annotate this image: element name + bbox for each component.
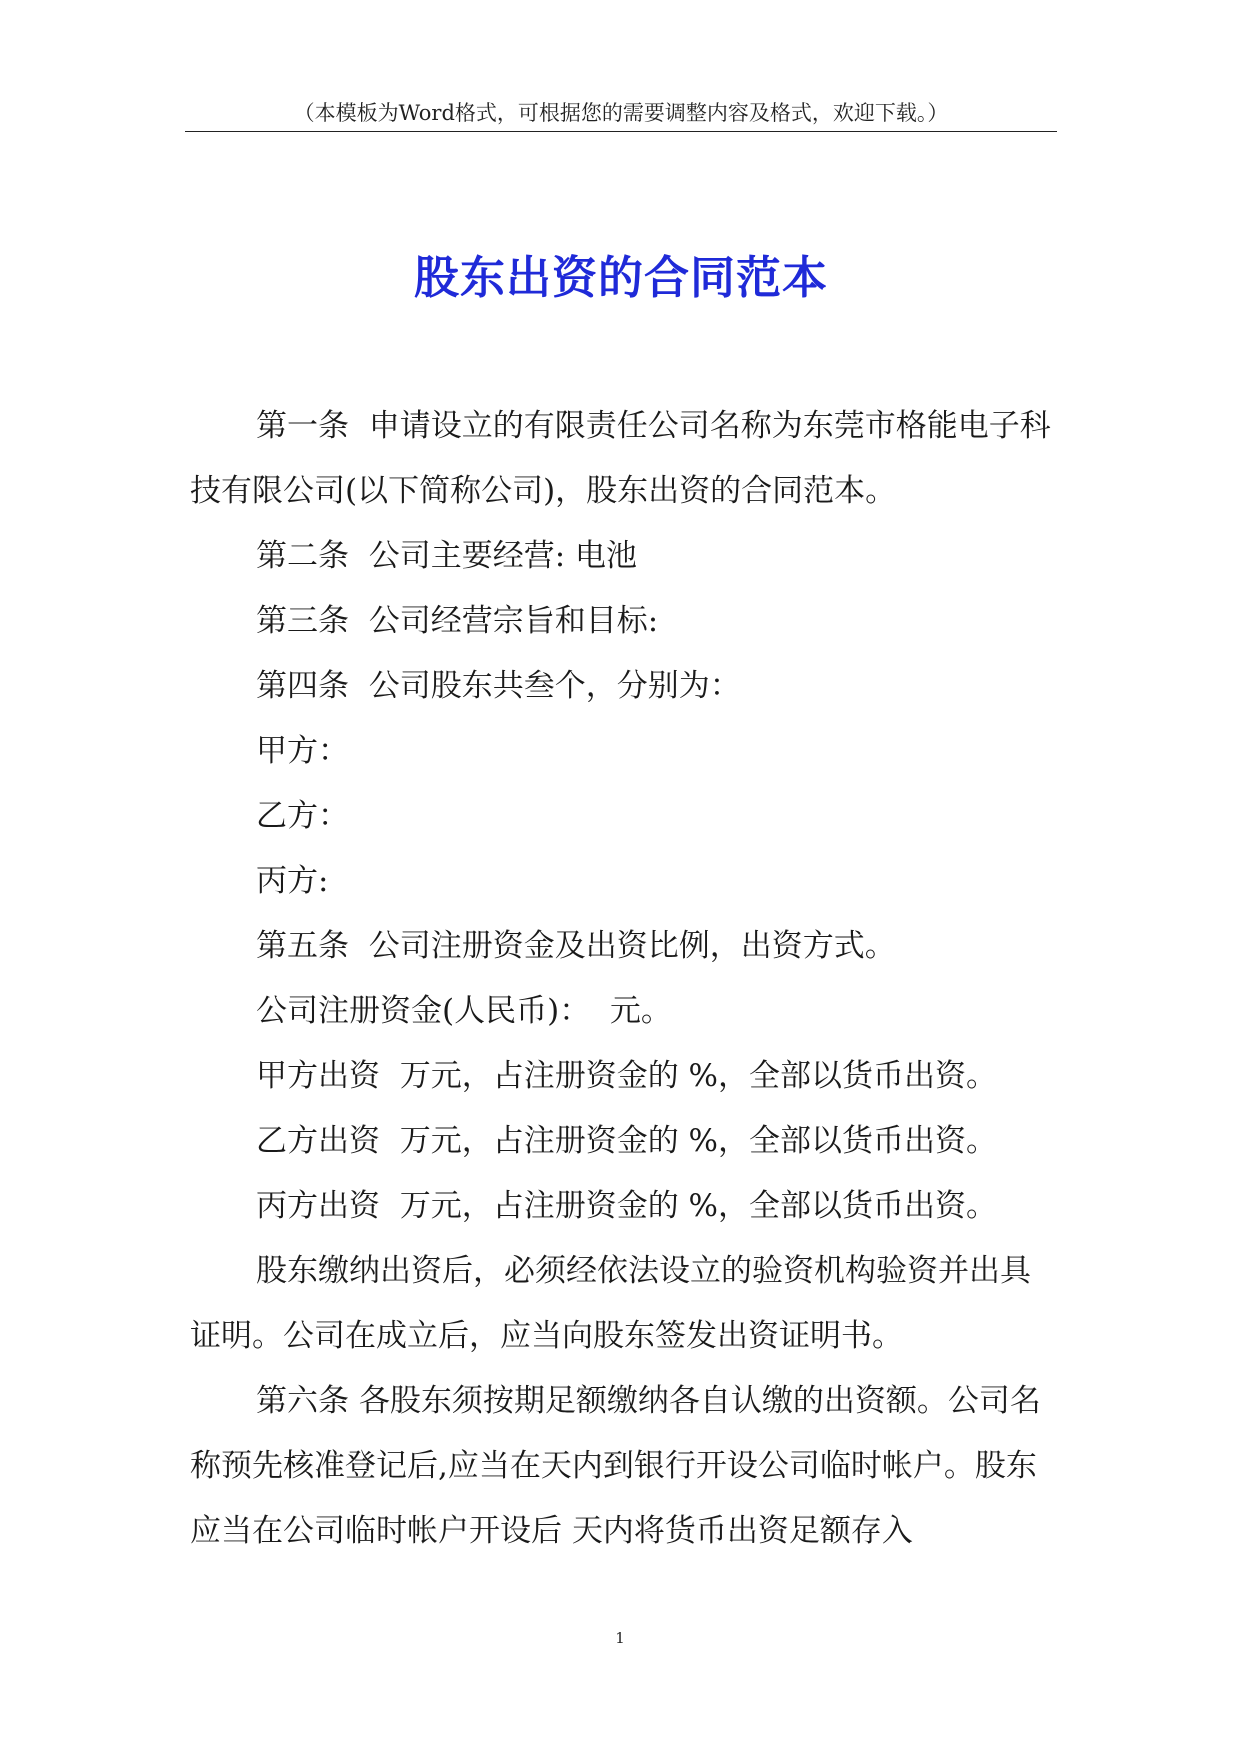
capital-verification-paragraph: 股东缴纳出资后，必须经依法设立的验资机构验资并出具证明。公司在成立后，应当向股东签发出资证明书。: [190, 1253, 1031, 1354]
party-c-contribution-line: 丙方出资 万元，占注册资金的 %，全部以货币出资。: [256, 1188, 998, 1224]
header-note: （本模板为Word格式，可根据您的需要调整内容及格式，欢迎下载。）: [293, 101, 949, 125]
article-3-paragraph: 第三条 公司经营宗旨和目标:: [256, 603, 659, 639]
page-number: 1: [615, 1629, 625, 1647]
registered-capital-line: 公司注册资金(人民币)： 元。: [256, 993, 672, 1029]
party-b-contribution-line: 乙方出资 万元，占注册资金的 %，全部以货币出资。: [256, 1123, 998, 1159]
article-1-paragraph: 第一条 申请设立的有限责任公司名称为东莞市格能电子科技有限公司(以下简称公司)，股东出资的合同范本。: [190, 408, 1051, 509]
party-c-line: 丙方:: [256, 863, 329, 899]
party-b-line: 乙方：: [256, 798, 349, 834]
article-6-paragraph: 第六条 各股东须按期足额缴纳各自认缴的出资额。公司名称预先核准登记后,应当在天内到银行开设公司临时帐户。股东应当在公司临时帐户开设后 天内将货币出资足额存入: [190, 1383, 1041, 1549]
party-a-line: 甲方：: [256, 733, 349, 769]
party-a-contribution-line: 甲方出资 万元，占注册资金的 %，全部以货币出资。: [256, 1058, 998, 1094]
article-4-paragraph: 第四条 公司股东共叁个，分别为：: [256, 668, 741, 704]
document-title: 股东出资的合同范本: [413, 251, 828, 305]
article-2-paragraph: 第二条 公司主要经营: 电池: [256, 538, 638, 574]
header-divider: [185, 131, 1057, 132]
document-body: [190, 394, 1052, 1564]
article-5-paragraph: 第五条 公司注册资金及出资比例，出资方式。: [256, 928, 896, 964]
